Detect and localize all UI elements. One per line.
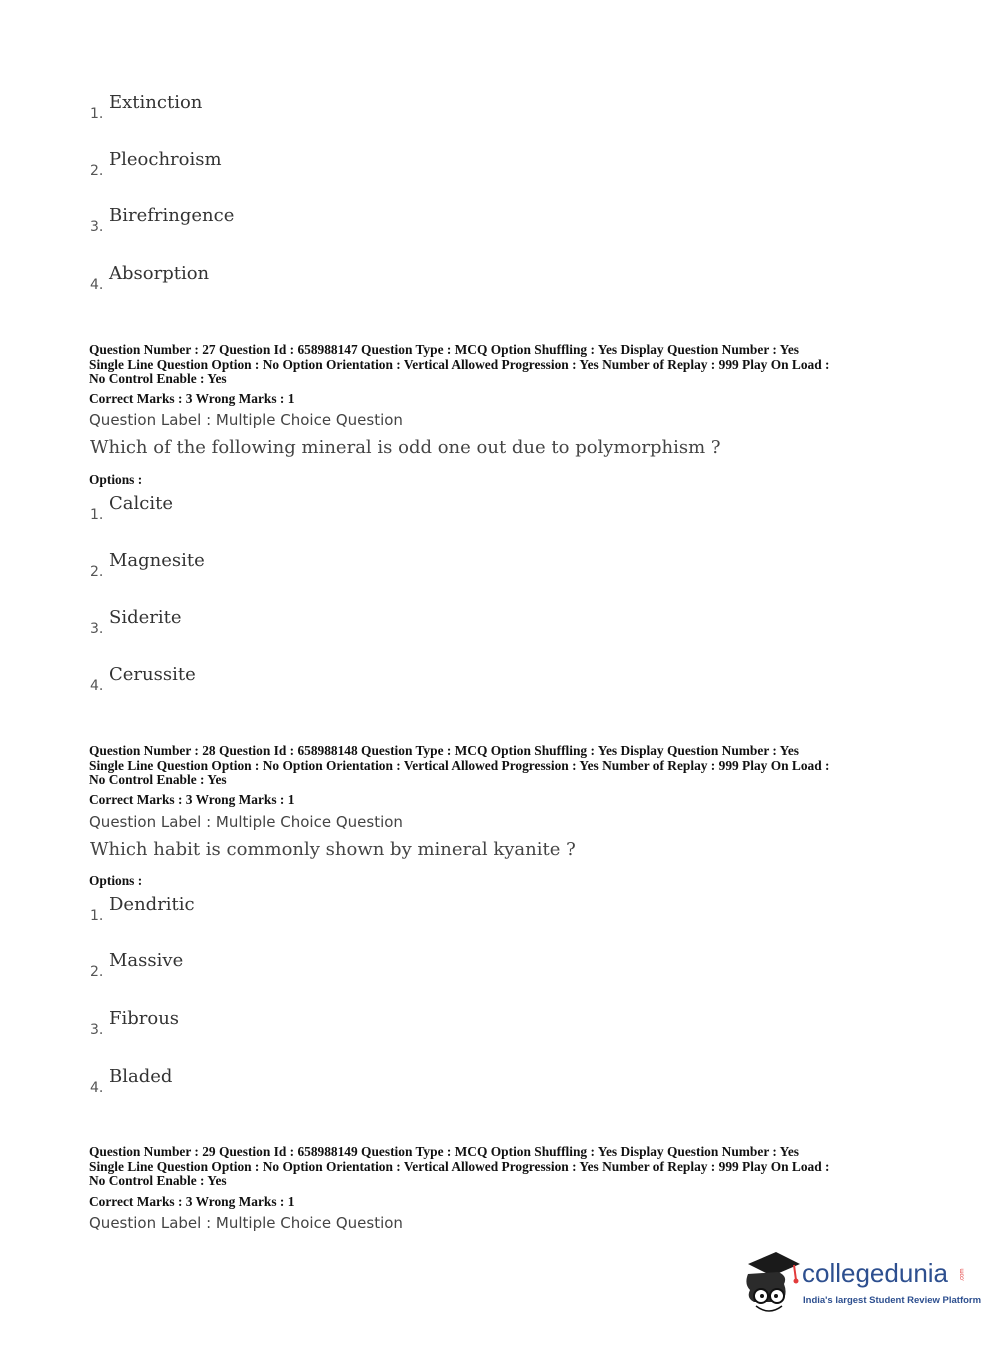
option-number: 4.	[90, 277, 104, 293]
q28-question-text: Which habit is commonly shown by mineral kyanite ?	[90, 839, 576, 860]
option-text: Bladed	[109, 1066, 173, 1087]
q27-meta-line-3: No Control Enable : Yes	[89, 371, 227, 386]
q28-question-label: Question Label : Multiple Choice Question	[89, 813, 403, 831]
q29-question-label: Question Label : Multiple Choice Question	[89, 1214, 403, 1232]
mascot-icon	[742, 1250, 802, 1320]
option-number: 1.	[90, 507, 104, 523]
q28-marks: Correct Marks : 3 Wrong Marks : 1	[89, 792, 295, 807]
option-number: 1.	[90, 908, 104, 924]
q27-question-label: Question Label : Multiple Choice Question	[89, 411, 403, 429]
logo-tagline: India's largest Student Review Platform	[803, 1295, 982, 1306]
option-number: 4.	[90, 1080, 104, 1096]
option-number: 3.	[90, 219, 104, 235]
option-number: 2.	[90, 564, 104, 580]
q29-meta-line-3: No Control Enable : Yes	[89, 1173, 227, 1188]
q28-metadata	[89, 744, 829, 788]
collegedunia-logo	[742, 1250, 982, 1320]
option-number: 2.	[90, 163, 104, 179]
option-text: Extinction	[109, 92, 203, 113]
q27-question-text: Which of the following mineral is odd one out due to polymorphism ?	[90, 437, 721, 458]
option-text: Cerussite	[109, 664, 196, 685]
q28-meta-line-3: No Control Enable : Yes	[89, 772, 227, 787]
logo-wordmark: collegedunia	[802, 1258, 949, 1288]
q29-marks: Correct Marks : 3 Wrong Marks : 1	[89, 1194, 295, 1209]
option-number: 2.	[90, 964, 104, 980]
logo-domain-suffix: .com	[959, 1268, 966, 1282]
q27-marks: Correct Marks : 3 Wrong Marks : 1	[89, 391, 295, 406]
option-number: 3.	[90, 1022, 104, 1038]
q27-meta-line-2: Single Line Question Option : No Option Orientation : Vertical Allowed Progression : Yes Number of Replay : 999 Play On Load :	[89, 356, 830, 372]
option-number: 3.	[90, 621, 104, 637]
option-text: Massive	[109, 950, 184, 971]
q28-meta-line-2: Single Line Question Option : No Option Orientation : Vertical Allowed Progression : Yes Number of Replay : 999 Play On Load :	[89, 757, 830, 773]
q27-meta-line-1: Question Number : 27 Question Id : 658988147 Question Type : MCQ Option Shuffling : Yes Display Question Number : Yes	[89, 342, 800, 357]
option-text: Siderite	[109, 607, 182, 628]
option-text: Dendritic	[109, 894, 195, 915]
q27-metadata	[89, 343, 829, 387]
q27-options-label: Options :	[89, 472, 143, 487]
q29-meta-line-2: Single Line Question Option : No Option Orientation : Vertical Allowed Progression : Yes Number of Replay : 999 Play On Load :	[89, 1158, 830, 1174]
q29-meta-line-1: Question Number : 29 Question Id : 658988149 Question Type : MCQ Option Shuffling : Yes Display Question Number : Yes	[89, 1144, 800, 1159]
option-text: Calcite	[109, 493, 173, 514]
q29-metadata	[89, 1145, 829, 1189]
option-text: Magnesite	[109, 550, 205, 571]
q28-options-label: Options :	[89, 873, 143, 888]
option-text: Birefringence	[109, 205, 235, 226]
option-text: Absorption	[109, 263, 210, 284]
q28-meta-line-1: Question Number : 28 Question Id : 658988148 Question Type : MCQ Option Shuffling : Yes Display Question Number : Yes	[89, 743, 800, 758]
option-text: Fibrous	[109, 1008, 180, 1029]
option-number: 4.	[90, 678, 104, 694]
option-number: 1.	[90, 106, 104, 122]
option-text: Pleochroism	[109, 149, 222, 170]
